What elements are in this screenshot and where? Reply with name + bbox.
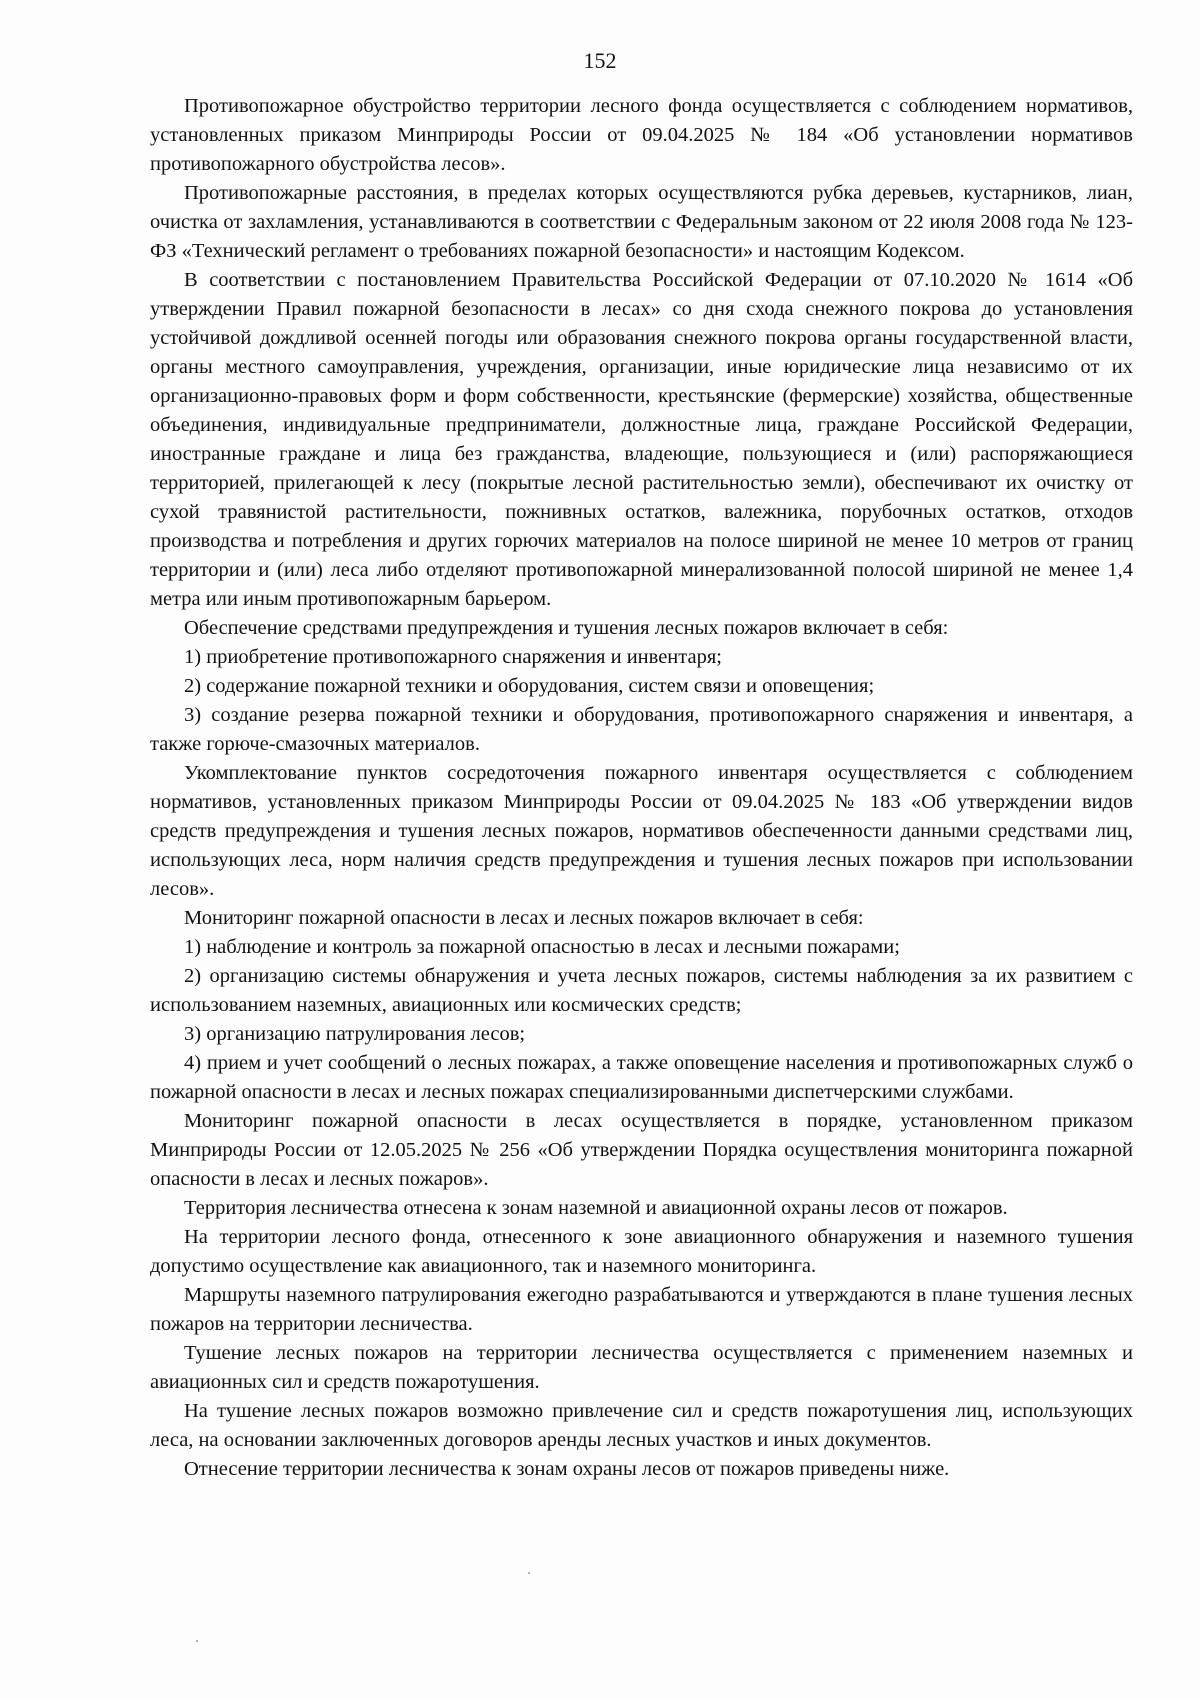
page-number: 152 [583, 48, 617, 73]
list-item: 2) организацию системы обнаружения и учета лесных пожаров, системы наблюдения за их развитием с использованием наземных, авиационных или космических средств; [150, 965, 1133, 1016]
list-item: 3) организацию патрулирования лесов; [184, 1023, 526, 1045]
paragraph: Тушение лесных пожаров на территории лесничества осуществляется с применением наземных и авиационных сил и средств пожаротушения. [150, 1342, 1133, 1393]
list-item: 1) наблюдение и контроль за пожарной опасностью в лесах и лесными пожарами; [184, 936, 900, 958]
paragraph: Отнесение территории лесничества к зонам охраны лесов от пожаров приведены ниже. [184, 1458, 950, 1480]
paragraph: Противопожарное обустройство территории лесного фонда осуществляется с соблюдением нормативов, установленных приказом Минприроды России от 09.04.2025 № 184 «Об установлении нормативов противопожарного обустройства лесов». [150, 95, 1133, 175]
body-text [150, 92, 1133, 1484]
scan-speck [528, 1572, 530, 1574]
scan-speck [196, 1640, 198, 1642]
paragraph: Мониторинг пожарной опасности в лесах осуществляется в порядке, установленном приказом Минприроды России от 12.05.2025 № 256 «Об утверждении Порядка осуществления мониторинга пожарной опасности в лесах и лесных пожаров». [150, 1110, 1133, 1190]
paragraph: Территория лесничества отнесена к зонам наземной и авиационной охраны лесов от пожаров. [184, 1197, 1008, 1219]
paragraph: Маршруты наземного патрулирования ежегодно разрабатываются и утверждаются в плане тушения лесных пожаров на территории лесничества. [150, 1284, 1133, 1335]
paragraph: Обеспечение средствами предупреждения и тушения лесных пожаров включает в себя: [184, 617, 949, 639]
paragraph: В соответствии с постановлением Правительства Российской Федерации от 07.10.2020 № 1614 «Об утверждении Правил пожарной безопасности в лесах» со дня схода снежного покрова до установления устойчивой дождливой осенней погоды или образования снежного покрова органы государственной власти, органы местного самоуправления, учреждения, организации, иные юридические лица независимо от их организационно-правовых форм и форм собственности, крестьянские (фермерские) хозяйства, общественные объединения, индивидуальные предприниматели, должностные лица, граждане Российской Федерации, иностранные граждане и лица без гражданства, владеющие, пользующиеся и (или) распоряжающиеся территорией, прилегающей к лесу (покрытые лесной растительностью земли), обеспечивают их очистку от сухой травянистой растительности, пожнивных остатков, валежника, порубочных остатков, отходов производства и потребления и других горючих материалов на полосе шириной не менее 10 метров от границ территории и (или) леса либо отделяют противопожарной минерализованной полосой шириной не менее 1,4 метра или иным противопожарным барьером. [150, 269, 1133, 610]
list-item: 4) прием и учет сообщений о лесных пожарах, а также оповещение населения и противопожарных служб о пожарной опасности в лесах и лесных пожарах специализированными диспетчерскими службами. [150, 1052, 1133, 1103]
paragraph: Противопожарные расстояния, в пределах которых осуществляются рубка деревьев, кустарников, лиан, очистка от захламления, устанавливаются в соответствии с Федеральным законом от 22 июля 2008 года № 123-ФЗ «Технический регламент о требованиях пожарной безопасности» и настоящим Кодексом. [150, 182, 1133, 262]
list-item: 3) создание резерва пожарной техники и оборудования, противопожарного снаряжения и инвентаря, а также горюче-смазочных материалов. [150, 704, 1133, 755]
paragraph: На тушение лесных пожаров возможно привлечение сил и средств пожаротушения лиц, использующих леса, на основании заключенных договоров аренды лесных участков и иных документов. [150, 1400, 1133, 1451]
paragraph: Укомплектование пунктов сосредоточения пожарного инвентаря осуществляется с соблюдением нормативов, установленных приказом Минприроды России от 09.04.2025 № 183 «Об утверждении видов средств предупреждения и тушения лесных пожаров, нормативов обеспеченности данными средствами лиц, использующих леса, норм наличия средств предупреждения и тушения лесных пожаров при использовании лесов». [150, 762, 1133, 900]
list-item: 2) содержание пожарной техники и оборудования, систем связи и оповещения; [184, 675, 875, 697]
paragraph: На территории лесного фонда, отнесенного к зоне авиационного обнаружения и наземного тушения допустимо осуществление как авиационного, так и наземного мониторинга. [150, 1226, 1133, 1277]
list-item: 1) приобретение противопожарного снаряжения и инвентаря; [184, 646, 722, 668]
paragraph: Мониторинг пожарной опасности в лесах и лесных пожаров включает в себя: [184, 907, 864, 929]
